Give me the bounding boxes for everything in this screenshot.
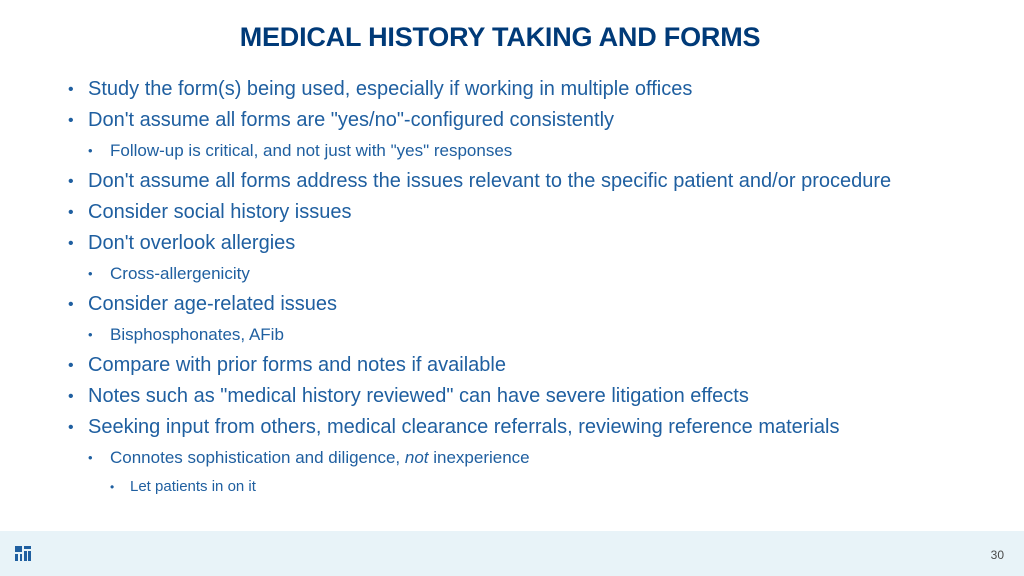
company-logo-icon xyxy=(15,546,31,561)
bullet-item: • Consider social history issues xyxy=(68,197,1008,228)
bullet-list xyxy=(68,74,1008,501)
sub-bullet-item xyxy=(68,443,1008,473)
bullet-item: • Compare with prior forms and notes if available xyxy=(68,350,1008,381)
bullet-item: • Study the form(s) being used, especially if working in multiple offices xyxy=(68,74,1008,105)
sub-bullet-item: • Bisphosphonates, AFib xyxy=(68,320,1008,350)
bullet-item: • Consider age-related issues xyxy=(68,289,1008,320)
sub-sub-bullet-item: • Let patients in on it xyxy=(68,473,1008,501)
bullet-text-before: Connotes sophistication and diligence, xyxy=(110,448,405,467)
bullet-item: • Don't assume all forms address the issues relevant to the specific patient and/or procedure xyxy=(68,166,1008,197)
bullet-item: • Don't overlook allergies xyxy=(68,228,1008,259)
slide-title: MEDICAL HISTORY TAKING AND FORMS xyxy=(239,22,761,52)
page-number: 30 xyxy=(990,548,1004,562)
bullet-item: • Don't assume all forms are "yes/no"-configured consistently xyxy=(68,105,1008,136)
sub-bullet-item: • Follow-up is critical, and not just with "yes" responses xyxy=(68,136,1008,166)
bullet-item: • Notes such as "medical history reviewed" can have severe litigation effects xyxy=(68,381,1008,412)
bullet-emphasis: not xyxy=(404,448,429,467)
bullet-item: • Seeking input from others, medical clearance referrals, reviewing reference materials xyxy=(68,412,1008,443)
footer-bar xyxy=(0,531,1024,576)
bullet-text-after: inexperience xyxy=(428,448,530,467)
sub-bullet-item: • Cross-allergenicity xyxy=(68,259,1008,289)
